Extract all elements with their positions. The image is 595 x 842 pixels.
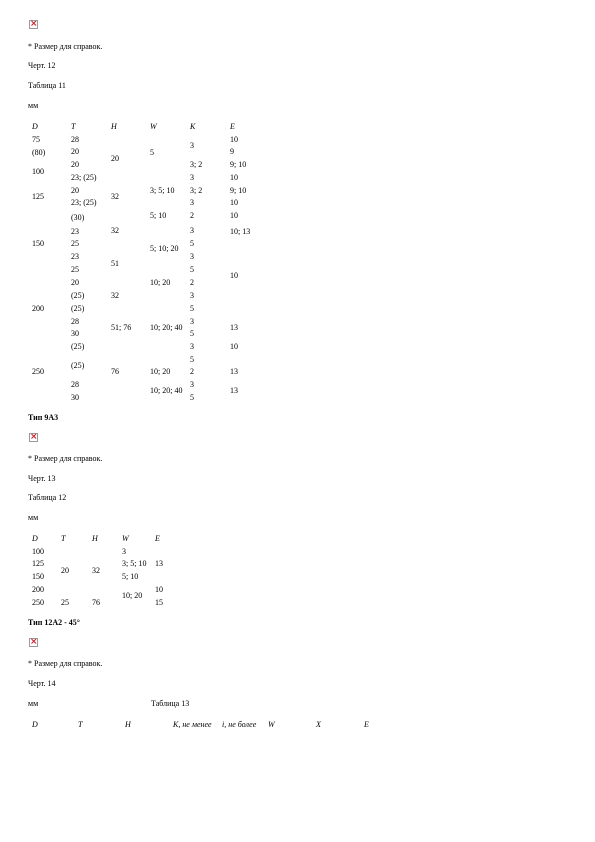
- table-cell-k: 2: [190, 367, 194, 376]
- table-cell-h: 76: [92, 598, 100, 607]
- table-cell-e: 10: [230, 271, 238, 280]
- table-cell-t: 23; (25): [71, 173, 97, 182]
- type-title: Тип 9А3: [28, 413, 59, 422]
- table-cell-t: 25: [71, 265, 79, 274]
- table-cell-e: 13: [230, 367, 238, 376]
- header-d: D: [32, 720, 38, 729]
- table-cell-k: 3; 2: [190, 186, 203, 195]
- header-h: H: [92, 534, 98, 543]
- table-cell-t: 28: [71, 380, 79, 389]
- table-cell-t: 25: [61, 598, 69, 607]
- table-cell-e: 9: [230, 147, 234, 156]
- table-cell-w: 3; 5; 10: [122, 559, 147, 568]
- table-cell-w: 10; 20; 40: [150, 386, 183, 395]
- header-i: i, не более: [222, 720, 257, 729]
- header-k: K, не менее: [173, 720, 212, 729]
- table-cell-k: 3: [190, 252, 194, 261]
- table-cell-w: 3: [122, 547, 126, 556]
- table-cell-k: 5: [190, 265, 194, 274]
- table-cell-k: 5: [190, 393, 194, 402]
- table-cell-t: 23: [71, 227, 79, 236]
- table-cell-t: 20: [61, 566, 69, 575]
- table-cell-d: 200: [32, 585, 44, 594]
- table-cell-k: 3; 2: [190, 160, 203, 169]
- table-cell-e: 10: [230, 198, 238, 207]
- broken-image-icon: [29, 638, 38, 647]
- table-cell-t: 30: [71, 393, 79, 402]
- broken-image-icon: [29, 433, 38, 442]
- table-cell-k: 2: [190, 278, 194, 287]
- type-title: Тип 12А2 - 45°: [28, 618, 80, 627]
- footnote: * Размер для справок.: [28, 454, 103, 463]
- table-cell-k: 5: [190, 329, 194, 338]
- table-cell-t: 23: [71, 252, 79, 261]
- table-cell-h: 32: [111, 291, 119, 300]
- table-cell-k: 3: [190, 198, 194, 207]
- table-cell-e: 9; 10: [230, 186, 247, 195]
- table-cell-h: 51: [111, 259, 119, 268]
- table-cell-t: 28: [71, 135, 79, 144]
- table-cell-w: 5; 10: [122, 572, 139, 581]
- table-cell-t: (25): [71, 304, 85, 313]
- table-cell-k: 3: [190, 141, 194, 150]
- table-cell-e: 10: [155, 585, 163, 594]
- table-cell-t: 20: [71, 186, 79, 195]
- table-cell-t: 23; (25): [71, 198, 97, 207]
- table-cell-t: 20: [71, 147, 79, 156]
- table-cell-t: 28: [71, 317, 79, 326]
- header-h: H: [111, 122, 117, 131]
- header-e: E: [230, 122, 235, 131]
- table-cell-k: 3: [190, 291, 194, 300]
- table-cell-w: 5: [150, 148, 154, 157]
- table-cell-d: 150: [32, 239, 44, 248]
- header-t: T: [61, 534, 66, 543]
- table-cell-h: 51; 76: [111, 323, 132, 332]
- table-cell-d: 250: [32, 367, 44, 376]
- header-e: E: [364, 720, 369, 729]
- header-x: X: [316, 720, 321, 729]
- table-cell-d: 100: [32, 547, 44, 556]
- table-cell-w: 10; 20; 40: [150, 323, 183, 332]
- header-e: E: [155, 534, 160, 543]
- table-cell-e: 10: [230, 211, 238, 220]
- footnote: * Размер для справок.: [28, 42, 103, 51]
- table-cell-t: 20: [71, 278, 79, 287]
- table-cell-k: 5: [190, 304, 194, 313]
- drawing-caption: Черт. 12: [28, 61, 56, 70]
- table-cell-h: 32: [92, 566, 100, 575]
- table-cell-e: 10: [230, 135, 238, 144]
- table-cell-d: 150: [32, 572, 44, 581]
- header-k: K: [190, 122, 196, 131]
- header-d: D: [32, 122, 38, 131]
- table-cell-h: 20: [111, 154, 119, 163]
- broken-image-icon: [29, 20, 38, 29]
- table-cell-w: 5; 10; 20: [150, 244, 179, 253]
- table-cell-w: 3; 5; 10: [150, 186, 175, 195]
- table-cell-k: 3: [190, 380, 194, 389]
- header-t: T: [78, 720, 83, 729]
- table-cell-t: (25): [71, 342, 85, 351]
- table-cell-e: 10; 13: [230, 227, 251, 236]
- drawing-caption: Черт. 13: [28, 474, 56, 483]
- table-cell-k: 5: [190, 239, 194, 248]
- table-cell-t: 30: [71, 329, 79, 338]
- table-cell-h: 32: [111, 226, 119, 235]
- table-cell-t: (30): [71, 213, 85, 222]
- table-cell-d: 125: [32, 559, 44, 568]
- table-cell-k: 3: [190, 226, 194, 235]
- table-cell-k: 5: [190, 355, 194, 364]
- table-cell-e: 13: [230, 386, 238, 395]
- table-title: Таблица 12: [28, 493, 67, 502]
- table-cell-h: 76: [111, 367, 119, 376]
- table-cell-k: 3: [190, 342, 194, 351]
- table-cell-d: 200: [32, 304, 44, 313]
- table-cell-w: 10; 20: [122, 591, 143, 600]
- table-cell-w: 10; 20: [150, 278, 171, 287]
- footnote: * Размер для справок.: [28, 659, 103, 668]
- header-w: W: [122, 534, 129, 543]
- header-t: T: [71, 122, 76, 131]
- table-title: Таблица 13: [151, 699, 190, 708]
- table-cell-w: 5; 10: [150, 211, 167, 220]
- table-cell-e: 10: [230, 342, 238, 351]
- table-cell-e: 9; 10: [230, 160, 247, 169]
- drawing-caption: Черт. 14: [28, 679, 56, 688]
- table-cell-d: 75: [32, 135, 40, 144]
- header-h: H: [125, 720, 131, 729]
- table-cell-k: 3: [190, 317, 194, 326]
- table-cell-t: 20: [71, 160, 79, 169]
- unit-label: мм: [28, 101, 39, 110]
- table-cell-t: (25): [71, 291, 85, 300]
- header-w: W: [268, 720, 275, 729]
- unit-label: мм: [28, 699, 39, 708]
- table-cell-w: 10; 20: [150, 367, 171, 376]
- table-cell-t: 25: [71, 239, 79, 248]
- table-cell-d: 100: [32, 167, 44, 176]
- table-cell-k: 3: [190, 173, 194, 182]
- header-d: D: [32, 534, 38, 543]
- table-cell-d: (80): [32, 148, 46, 157]
- table-cell-e: 13: [155, 559, 163, 568]
- table-cell-k: 2: [190, 211, 194, 220]
- table-cell-d: 250: [32, 598, 44, 607]
- table-title: Таблица 11: [28, 81, 66, 90]
- table-cell-e: 15: [155, 598, 163, 607]
- table-cell-e: 13: [230, 323, 238, 332]
- header-w: W: [150, 122, 157, 131]
- table-cell-t: (25): [71, 361, 85, 370]
- table-cell-d: 125: [32, 192, 44, 201]
- unit-label: мм: [28, 513, 39, 522]
- table-cell-h: 32: [111, 192, 119, 201]
- table-cell-e: 10: [230, 173, 238, 182]
